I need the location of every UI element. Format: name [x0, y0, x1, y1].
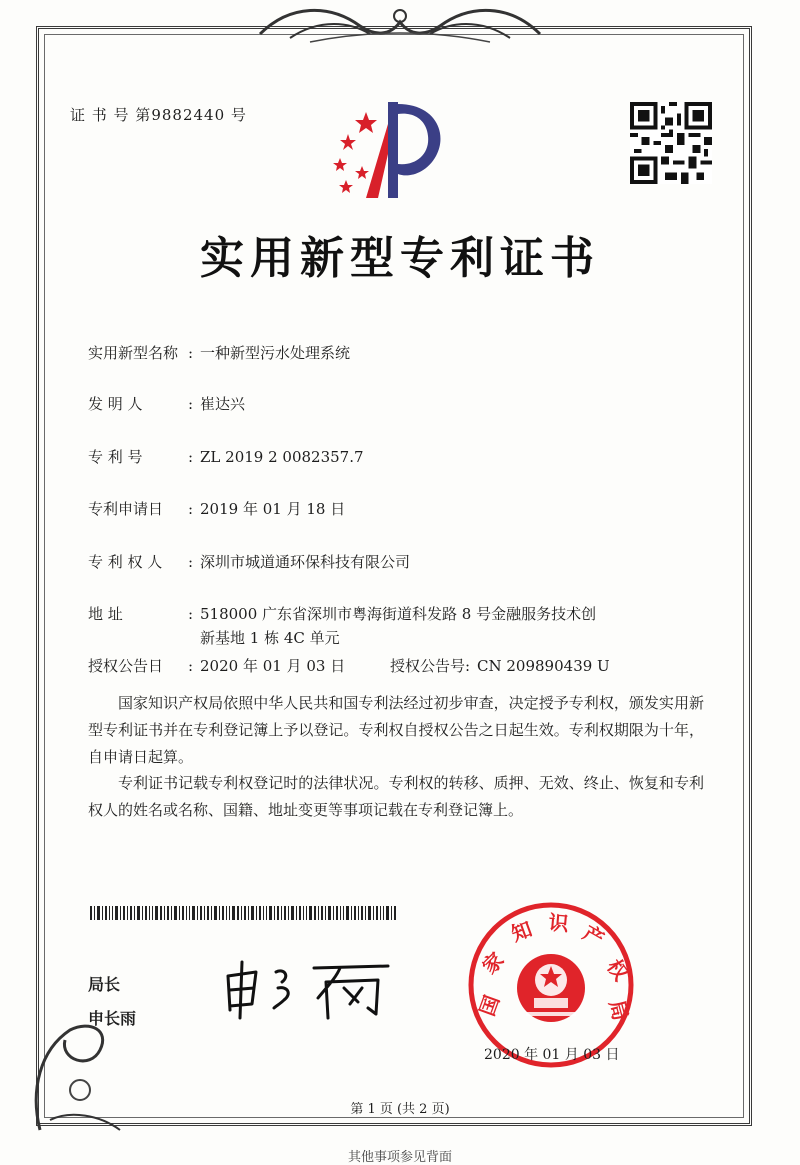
page-indicator: 第 1 页 (共 2 页) [350, 1102, 450, 1117]
field-application-date: 专利申请日 : 2019 年 01 月 18 日 [88, 500, 346, 518]
legal-status-paragraph: 专利证书记载专利权登记时的法律状况。专利权的转移、质押、无效、终止、恢复和专利权人的姓名或名称、国籍、地址变更等事项记载在专利登记簿上。 [88, 774, 704, 819]
field-utility-model-name: 实用新型名称 : 一种新型污水处理系统 [88, 344, 351, 362]
field-inventor: 发 明 人 : 崔达兴 [88, 395, 246, 413]
cert-number-label: 证 书 号 第 [70, 106, 152, 124]
field-label: 发 明 人 [88, 395, 143, 413]
field-label: 专 利 号 [88, 448, 143, 466]
field-value: 深圳市城道通环保科技有限公司 [200, 553, 411, 571]
certificate-number [70, 104, 247, 125]
cert-number-value: 9882440 [151, 106, 226, 124]
field-announce-number: 授权公告号: CN 209890439 U [390, 657, 610, 675]
svg-text:家: 家 [477, 947, 509, 979]
announce-date-label: 授权公告日 [88, 657, 164, 675]
svg-text:识: 识 [547, 910, 570, 936]
svg-text:国: 国 [474, 992, 505, 1020]
director-name: 申长雨 [88, 1009, 137, 1028]
field-patentee: 专 利 权 人 : 深圳市城道通环保科技有限公司 [88, 553, 411, 571]
barcode [90, 906, 400, 920]
field-address: 地 址 : 518000 广东省深圳市粤海街道科发路 8 号金融服务技术创 [88, 605, 597, 623]
grant-paragraph: 国家知识产权局依照中华人民共和国专利法经过初步审查，决定授予专利权，颁发实用新型专利证书并在专利登记簿上予以登记。专利权自授权公告之日起生效。专利权期限为十年，自申请日起算。 [88, 694, 704, 766]
director-title: 局长 [88, 975, 121, 994]
announce-date-value: 2020 年 01 月 03 日 [200, 657, 346, 675]
field-label: 专 利 权 人 [88, 553, 163, 571]
field-label: 实用新型名称 [88, 344, 179, 362]
svg-text:权: 权 [602, 954, 634, 986]
field-value: 2019 年 01 月 18 日 [200, 500, 346, 518]
cert-number-suffix: 号 [230, 106, 247, 124]
field-announce-date: 授权公告日 : 2020 年 01 月 03 日 [88, 657, 346, 675]
handwritten-signature [218, 958, 398, 1022]
qr-code [630, 102, 712, 184]
field-address-line2: 新基地 1 栋 4C 单元 [200, 629, 340, 647]
field-value: 崔达兴 [200, 395, 246, 413]
svg-text:产: 产 [578, 920, 609, 952]
field-value: 一种新型污水处理系统 [200, 344, 351, 362]
bottom-note: 其他事项参见背面 [347, 1150, 452, 1165]
announce-number-value: CN 209890439 U [477, 657, 610, 675]
announce-number-label: 授权公告号 [390, 657, 466, 675]
svg-text:局: 局 [604, 997, 633, 1023]
field-value: 518000 广东省深圳市粤海街道科发路 8 号金融服务技术创 [200, 605, 597, 623]
seal-date: 2020 年 01 月 03 日 [484, 1047, 620, 1063]
cnipa-logo [326, 94, 456, 200]
field-patent-number: 专 利 号 : ZL 2019 2 0082357.7 [88, 448, 364, 466]
svg-text:知: 知 [508, 916, 536, 947]
field-label: 地 址 [88, 605, 123, 623]
certificate-title: 实用新型专利证书 [200, 233, 600, 284]
top-ornament [250, 4, 550, 48]
field-value: ZL 2019 2 0082357.7 [200, 448, 364, 466]
field-label: 专利申请日 [88, 500, 164, 518]
